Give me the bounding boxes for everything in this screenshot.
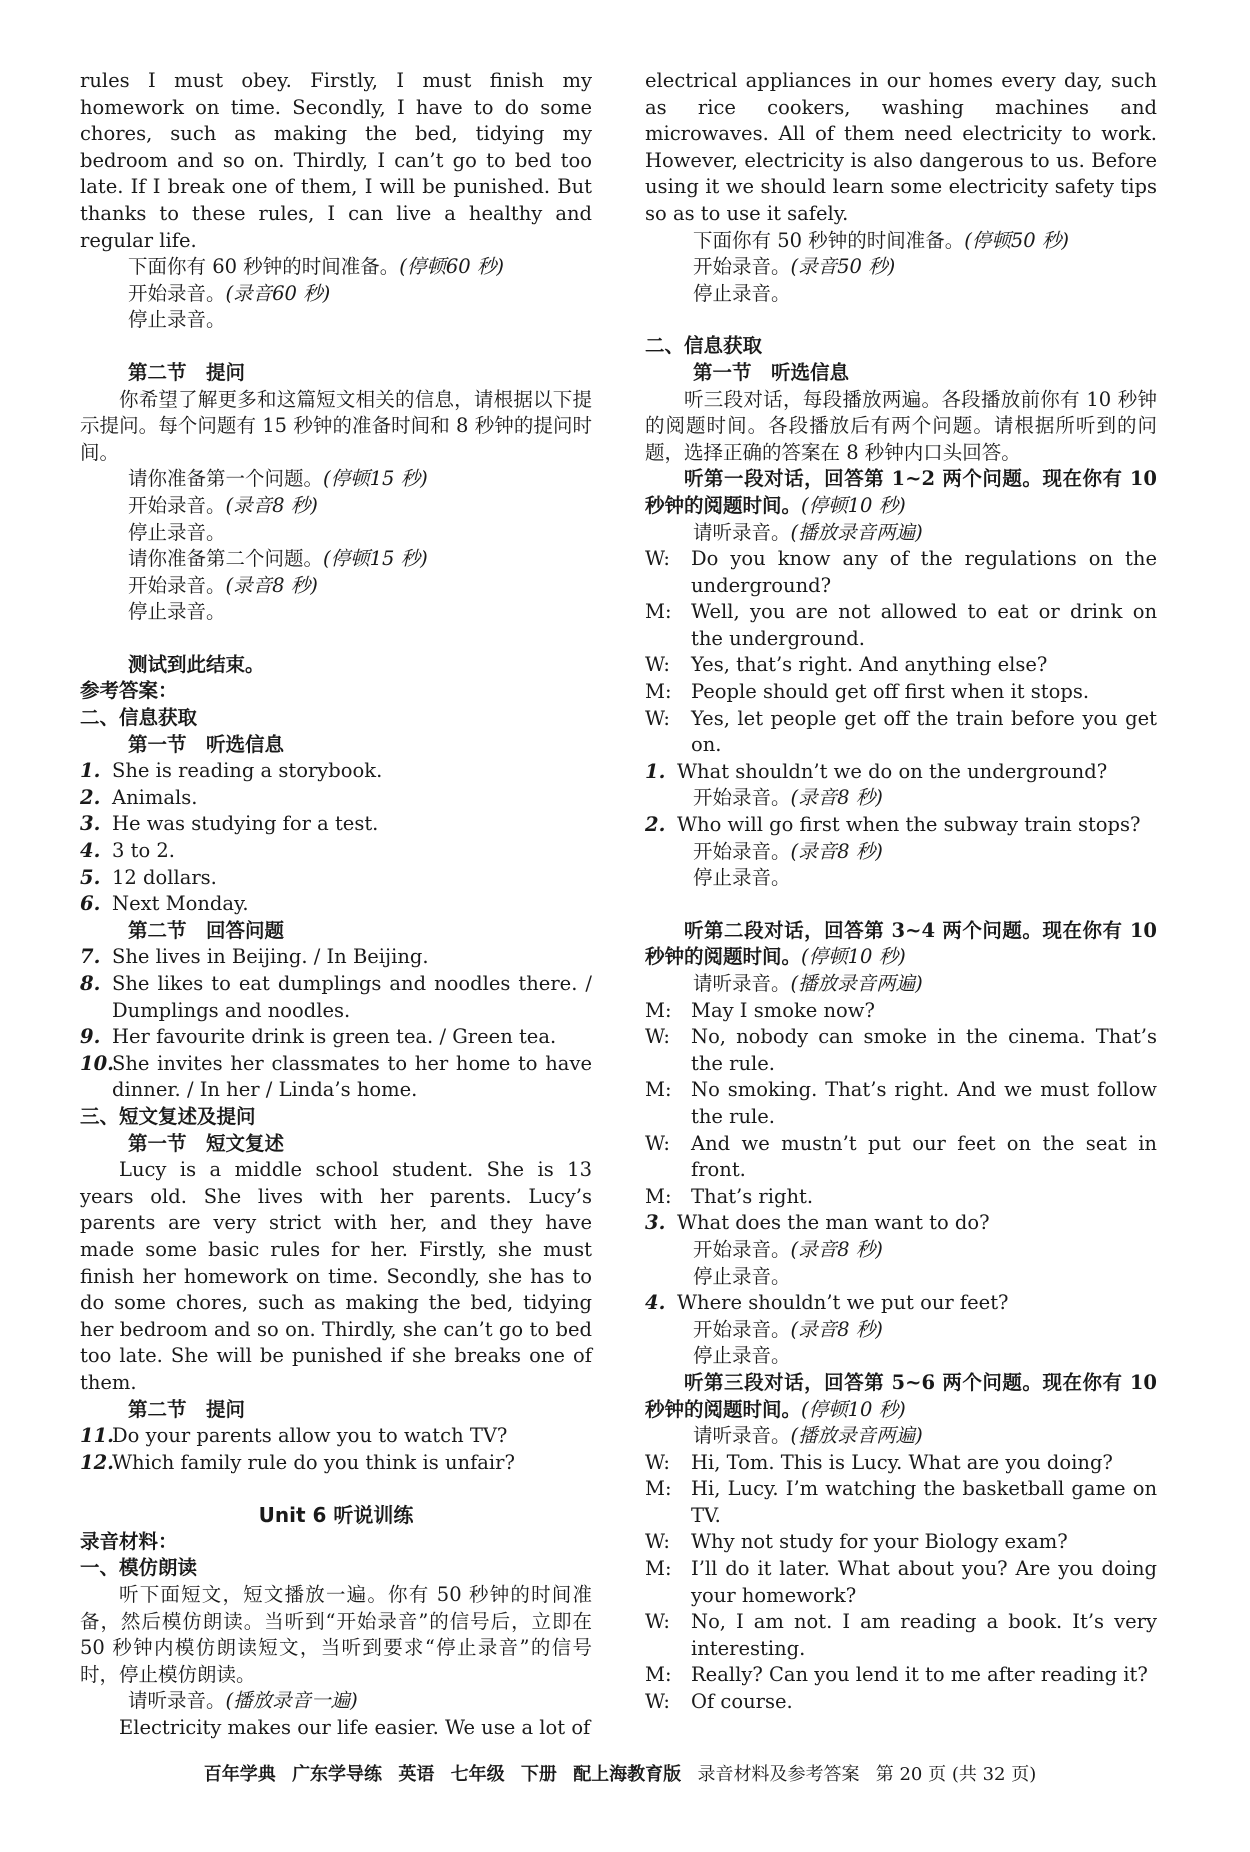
dialogue-line: W: Yes, that’s right. And anything else? (645, 653, 1048, 677)
q3-start: 开始录音。(录音8 秒) (693, 1237, 883, 1261)
answer-item: 1. She is reading a storybook. (80, 759, 383, 783)
q2-prep: 请你准备第二个问题。(停顿15 秒) (128, 547, 428, 571)
dialogue-2-listen: 请听录音。(播放录音两遍) (693, 972, 923, 995)
dialogue-line: M: May I smoke now? (645, 998, 875, 1022)
dialogue-line: M: I’ll do it later. What about you? Are you doing your homework? (645, 1557, 1157, 1607)
dialogue-2-heading: 听第二段对话，回答第 3~4 两个问题。现在你有 10 秒钟的阅题时间。(停顿10 秒) (645, 918, 1157, 969)
answer-item: 3. He was studying for a test. (80, 812, 379, 836)
ref-section-3-2-title: 第二节 提问 (128, 1397, 246, 1421)
footer-section: 录音材料及参考答案 (697, 1764, 860, 1785)
ref-section-2-title: 第二节 回答问题 (128, 918, 285, 942)
q2-stop: 停止录音。 (128, 600, 226, 624)
stop-60: 停止录音。 (128, 308, 226, 332)
dialogue-3-listen: 请听录音。(播放录音两遍) (693, 1424, 923, 1448)
dialogue-line: W: Why not study for your Biology exam? (645, 1530, 1068, 1554)
answer-item: 9. Her favourite drink is green tea. / Green tea. (80, 1025, 557, 1049)
q1-prep: 请你准备第一个问题。(停顿15 秒) (128, 467, 428, 491)
question-item: 3. What does the man want to do? (645, 1211, 990, 1235)
answer-item: 7. She lives in Beijing. / In Beijing. (80, 945, 429, 969)
left-column (80, 68, 592, 1742)
answer-item: 2. Animals. (80, 785, 198, 809)
prep-50: 下面你有 50 秒钟的时间准备。(停顿50 秒) (693, 228, 1069, 252)
retell-passage: Lucy is a middle school student. She is 13 years old. She lives with her parents. Lucy’s parents are very strict with her, and they have made some basic rules for her. Firstly, she must finish her homework on time. Secondly, she has to do some chores, such as making the bed, tidying her bedroom and so on. Thirdly, she can’t go to bed too late. She will be punished if she breaks one of them. (80, 1158, 592, 1394)
unit-title: Unit 6 听说训练 (258, 1503, 414, 1528)
dialogue-line: M: People should get off first when it stops. (645, 680, 1090, 704)
dialogue-3-heading: 听第三段对话，回答第 5~6 两个问题。现在你有 10 秒钟的阅题时间。(停顿10 秒) (645, 1370, 1157, 1421)
dialogue-line: W: And we mustn’t put our feet on the seat in front. (645, 1131, 1157, 1182)
q1-stop: 停止录音。 (128, 520, 226, 544)
q1-start: 开始录音。(录音8 秒) (128, 493, 318, 517)
dialogue-1-listen: 请听录音。(播放录音两遍) (693, 520, 923, 544)
q4-start: 开始录音。(录音8 秒) (693, 1317, 883, 1341)
footer-brand: 百年学典 (203, 1764, 276, 1785)
answer-item: 6. Next Monday. (80, 892, 249, 916)
footer-edition: 配上海教育版 (573, 1764, 682, 1785)
footer-subject: 英语 (398, 1764, 435, 1785)
listen-once: 请听录音。(播放录音一遍) (128, 1689, 358, 1713)
prep-60: 下面你有 60 秒钟的时间准备。(停顿60 秒) (128, 255, 504, 279)
ref-part-3-title: 三、短文复述及提问 (80, 1104, 256, 1128)
start-60: 开始录音。(录音60 秒) (128, 281, 331, 305)
q2-start: 开始录音。(录音8 秒) (693, 839, 883, 863)
dialogue-line: M: No smoking. That’s right. And we must follow the rule. (645, 1078, 1157, 1128)
question-item: 4. Where shouldn’t we put our feet? (645, 1291, 1009, 1315)
reference-answers-title: 参考答案： (80, 679, 178, 703)
q1-start: 开始录音。(录音8 秒) (693, 786, 883, 810)
footer-term: 下册 (520, 1764, 557, 1785)
material-title: 录音材料： (80, 1529, 178, 1553)
electricity-passage-cont: electrical appliances in our homes every day, such as rice cookers, washing machines and microwaves. All of them need electricity to work. However, electricity is also dangerous to us. Before using it we should learn some electricity safety tips so as to use it safely. (645, 69, 1157, 225)
section-1-intro: 听三段对话，每段播放两遍。各段播放前你有 10 秒钟的阅题时间。各段播放后有两个问题。请根据所听到的问题，选择正确的答案在 8 秒钟内口头回答。 (645, 387, 1157, 464)
page-footer (150, 1760, 1100, 1786)
part-1-intro: 听下面短文，短文播放一遍。你有 50 秒钟的时间准备，然后模仿朗读。当听到“开始录音”的信号后，立即在 50 秒钟内模仿朗读短文，当听到要求“停止录音”的信号时，停止模仿朗读。 (80, 1583, 592, 1686)
page-number: 第 20 页 (共 32 页) (875, 1764, 1037, 1785)
dialogue-1-heading: 听第一段对话，回答第 1~2 两个问题。现在你有 10 秒钟的阅题时间。(停顿10 秒) (645, 467, 1157, 517)
dialogue-line: W: Of course. (645, 1690, 793, 1714)
answer-item: 4. 3 to 2. (80, 839, 175, 863)
question-item: 1. What shouldn’t we do on the underground? (645, 759, 1108, 783)
part-2-title: 二、信息获取 (645, 334, 763, 358)
electricity-passage-start: Electricity makes our life easier. We use a lot of (119, 1716, 591, 1740)
part-1-title: 一、模仿朗读 (80, 1556, 198, 1580)
answer-item: 5. 12 dollars. (80, 865, 217, 889)
answer-item: 11. Do your parents allow you to watch TV? (80, 1424, 508, 1448)
question-item: 2. Who will go first when the subway train stops? (645, 813, 1141, 837)
section-2-question-title: 第二节 提问 (128, 360, 246, 384)
q2-stop: 停止录音。 (693, 866, 791, 890)
dialogue-line: M: Hi, Lucy. I’m watching the basketball game on TV. (645, 1477, 1157, 1527)
stop-50: 停止录音。 (693, 281, 791, 305)
q4-stop: 停止录音。 (693, 1344, 791, 1368)
start-50: 开始录音。(录音50 秒) (693, 255, 896, 279)
dialogue-line: M: That’s right. (645, 1184, 814, 1208)
passage-end: rules I must obey. Firstly, I must finish my homework on time. Secondly, I have to do some chores, such as making the bed, tidying my bedroom and so on. Thirdly, I can’t go to bed too late. If I break one of them, I will be punished. But thanks to these rules, I can live a healthy and regular life. (80, 69, 592, 252)
q3-stop: 停止录音。 (693, 1264, 791, 1288)
section-1-title: 第一节 听选信息 (693, 360, 850, 384)
footer-series: 广东学导练 (292, 1764, 383, 1785)
answer-item: 12. Which family rule do you think is unfair? (80, 1450, 515, 1474)
dialogue-line: M: Well, you are not allowed to eat or drink on the underground. (645, 600, 1157, 650)
ref-part-2-title: 二、信息获取 (80, 706, 198, 730)
dialogue-line: W: No, nobody can smoke in the cinema. That’s the rule. (645, 1025, 1157, 1075)
section-2-intro: 你希望了解更多和这篇短文相关的信息，请根据以下提示提问。每个问题有 15 秒钟的准备时间和 8 秒钟的提问时间。 (80, 387, 592, 464)
ref-section-3-1-title: 第一节 短文复述 (128, 1131, 285, 1155)
test-end: 测试到此结束。 (128, 652, 265, 676)
footer-grade: 七年级 (450, 1764, 505, 1785)
dialogue-line: M: Really? Can you lend it to me after reading it? (645, 1663, 1148, 1687)
dialogue-line: W: Hi, Tom. This is Lucy. What are you doing? (645, 1450, 1113, 1474)
answer-item: 8. She likes to eat dumplings and noodles there. / Dumplings and noodles. (80, 972, 592, 1022)
answer-item: 10. She invites her classmates to her home to have dinner. / In her / Linda’s home. (80, 1051, 592, 1102)
ref-section-1-title: 第一节 听选信息 (128, 732, 285, 756)
q2-start: 开始录音。(录音8 秒) (128, 573, 318, 597)
dialogue-line: W: Do you know any of the regulations on the underground? (645, 547, 1157, 597)
dialogue-line: W: No, I am not. I am reading a book. It’s very interesting. (645, 1610, 1157, 1660)
dialogue-line: W: Yes, let people get off the train before you get on. (645, 706, 1157, 757)
right-column (645, 68, 1157, 1716)
